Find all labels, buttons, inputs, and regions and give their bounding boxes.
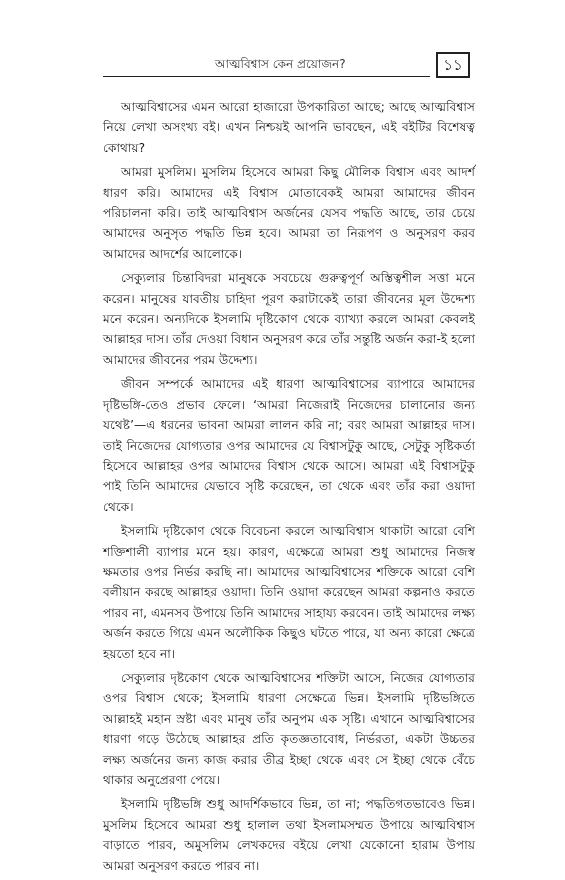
paragraph: ইসলামি দৃষ্টিকোণ থেকে বিবেচনা করলে আত্মবিশ্বাস থাকাটা আরো বেশি শক্তিশালী ব্যাপার মনে হয়। কারণ, এক্ষেত্রে আমরা শুধু আমাদের নিজস্ব ক্ষমতার ওপর নির্ভর করছি না। আমাদের আত্মবিশ্বাসের শক্তিকে আরো বেশি বলীয়ান করছে আল্লাহর ওয়াদা। তিনি ওয়াদা করেছেন আমরা কল্পনাও করতে পারব না, এমনসব উপায়ে তিনি আমাদের সাহায্য করবেন। তাই আমাদের লক্ষ্য অর্জন করতে গিয়ে এমন অলৌকিক কিছুও ঘটতে পারে, যা অন্য কারো ক্ষেত্রে হয়তো হবে না। bbox=[103, 524, 475, 661]
page-header bbox=[0, 50, 565, 80]
paragraph: জীবন সম্পর্কে আমাদের এই ধারণা আত্মবিশ্বাসের ব্যাপারে আমাদের দৃষ্টিভঙ্গি-তেও প্রভাব ফেলে। ‘আমরা নিজেরাই নিজেদের চালানোর জন্য যথেষ্ট’—এ ধরনের ভাবনা আমরা লালন করি না; বরং আমরা আল্লাহর দাস। তাই নিজেদের যোগ্যতার ওপর আমাদের যে বিশ্বাসটুকু আছে, সেটুকু সৃষ্টিকর্তা হিসেবে আল্লাহর ওপর আমাদের বিশ্বাস থেকে আসে। আমরা এই বিশ্বাসটুকু পাই তিনি আমাদের যেভাবে সৃষ্টি করেছেন, তা থেকে এবং তাঁর করা ওয়াদা থেকে। bbox=[103, 377, 475, 514]
paragraph: আত্মবিশ্বাসের এমন আরো হাজারো উপকারিতা আছে; আছে আত্মবিশ্বাস নিয়ে লেখা অসংখ্য বই। এখন নিশ্চয়ই আপনি ভাবছেন, এই বইটির বিশেষত্ব কোথায়? bbox=[103, 100, 475, 155]
paragraph: আমরা মুসলিম। মুসলিম হিসেবে আমরা কিছু মৌলিক বিশ্বাস এবং আদর্শ ধারণ করি। আমাদের এই বিশ্বাস মোতাবেকই আমরা আমাদের জীবন পরিচালনা করি। তাই আত্মবিশ্বাস অর্জনের যেসব পদ্ধতি আছে, তার চেয়ে আমাদের অনুসৃত পদ্ধতি ভিন্ন হবে। আমরা তা নিরূপণ ও অনুসরণ করব আমাদের আদর্শের আলোকে। bbox=[103, 165, 475, 261]
running-title: আত্মবিশ্বাস কেন প্রয়োজন? bbox=[215, 57, 346, 71]
page-number: ১১ bbox=[436, 52, 470, 78]
paragraph: সেক্যুলার চিন্তাবিদরা মানুষকে সবচেয়ে গুরুত্বপূর্ণ অস্তিত্বশীল সত্তা মনে করেন। মানুষের যাবতীয় চাহিদা পূরণ করাটাকেই তারা জীবনের মূল উদ্দেশ্য মনে করেন। অন্যদিকে ইসলামি দৃষ্টিকোণ থেকে ব্যাখ্যা করলে আমরা কেবলই আল্লাহর দাস। তাঁর দেওয়া বিধান অনুসরণ করে তাঁর সন্তুষ্টি অর্জন করা-ই হলো আমাদের জীবনের পরম উদ্দেশ্য। bbox=[103, 271, 475, 367]
paragraph: ইসলামি দৃষ্টিভঙ্গি শুধু আদর্শিকভাবে ভিন্ন, তা না; পদ্ধতিগতভাবেও ভিন্ন। মুসলিম হিসেবে আমরা শুধু হালাল তথা ইসলামসম্মত উপায়ে আত্মবিশ্বাস বাড়াতে পারব, অমুসলিম লেখকদের বইয়ে লেখা যেকোনো হারাম উপায় আমরা অনুসরণ করতে পারব না। bbox=[103, 797, 475, 873]
body-text bbox=[103, 97, 475, 880]
paragraph: সেক্যুলার দৃষ্টকোণ থেকে আত্মবিশ্বাসের শক্তিটা আসে, নিজের যোগ্যতার ওপর বিশ্বাস থেকে; ইসলামি ধারণা সেক্ষেত্রে ভিন্ন। ইসলামি দৃষ্টিভঙ্গিতে আল্লাহই মহান স্রষ্টা এবং মানুষ তাঁর অনুপম এক সৃষ্টি। এখানে আত্মবিশ্বাসের ধারণা গড়ে উঠেছে আল্লাহর প্রতি কৃতজ্ঞতাবোধ, নির্ভরতা, একটা উচ্চতর লক্ষ্য অর্জনের জন্য কাজ করার তীব্র ইচ্ছা থেকে এবং সে ইচ্ছা থেকে বেঁচে থাকার অনুপ্রেরণা পেয়ে। bbox=[103, 670, 475, 787]
header-rule bbox=[103, 76, 430, 77]
